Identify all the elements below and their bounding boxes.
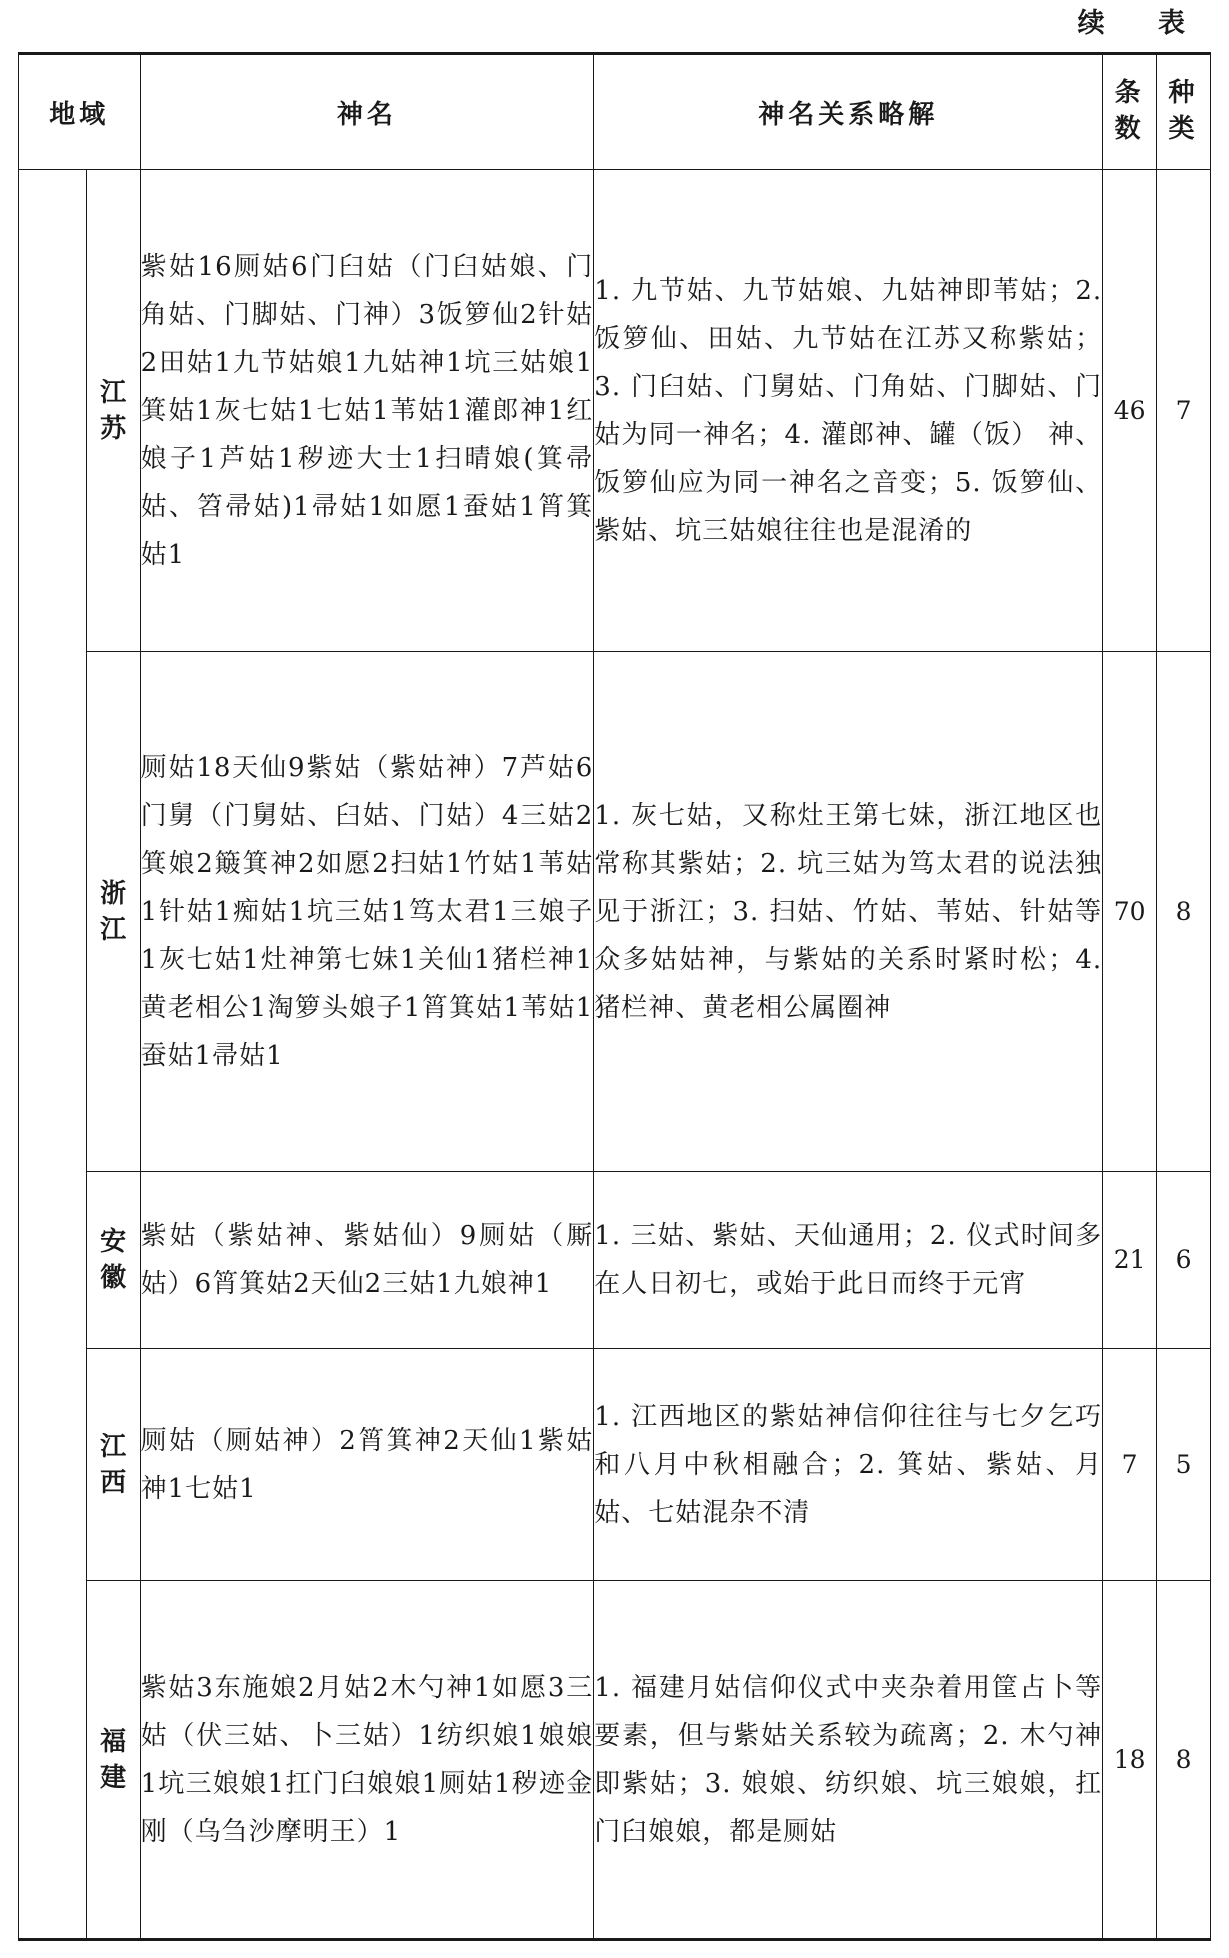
- god-names-cell: 紫姑3东施娘2月姑2木勺神1如愿3三姑（伏三姑、卜三姑）1纺织娘1娘娘1坑三娘娘1扛门臼娘娘1厕姑1秽迹金刚（乌刍沙摩明王）1: [140, 1581, 594, 1940]
- relation-cell: 1. 九节姑、九节姑娘、九姑神即苇姑；2. 饭箩仙、田姑、九节姑在江苏又称紫姑；3. 门臼姑、门舅姑、门角姑、门脚姑、门姑为同一神名；4. 灌郎神、罐（饭） 神、饭箩仙应为同一神名之音变；5. 饭箩仙、紫姑、坑三姑娘往往也是混淆的: [594, 170, 1103, 652]
- types-cell: 8: [1157, 652, 1211, 1171]
- types-cell: 7: [1157, 170, 1211, 652]
- region-cell: 江西: [86, 1348, 140, 1581]
- relation-cell: 1. 福建月姑信仰仪式中夹杂着用筐占卜等要素，但与紫姑关系较为疏离；2. 木勺神即紫姑；3. 娘娘、纺织娘、坑三娘娘，扛门臼娘娘，都是厕姑: [594, 1581, 1103, 1940]
- god-names-cell: 厕姑（厕姑神）2筲箕神2天仙1紫姑神1七姑1: [140, 1348, 594, 1581]
- region-cell: 福建: [86, 1581, 140, 1940]
- count-cell: 70: [1103, 652, 1157, 1171]
- types-cell: 6: [1157, 1171, 1211, 1348]
- relation-cell: 1. 灰七姑，又称灶王第七妹，浙江地区也常称其紫姑；2. 坑三姑为笃太君的说法独见于浙江；3. 扫姑、竹姑、苇姑、针姑等众多姑姑神，与紫姑的关系时紧时松；4. 猪栏神、黄老相公属圈神: [594, 652, 1103, 1171]
- count-cell: 46: [1103, 170, 1157, 652]
- god-name-table: [18, 52, 1211, 1941]
- continued-label: 续 表: [1077, 8, 1207, 39]
- region-cell: 江苏: [86, 170, 140, 652]
- header-types: 种类: [1157, 54, 1211, 170]
- count-cell: 21: [1103, 1171, 1157, 1348]
- types-cell: 5: [1157, 1348, 1211, 1581]
- count-cell: 7: [1103, 1348, 1157, 1581]
- header-god-names: 神名: [140, 54, 594, 170]
- relation-cell: 1. 江西地区的紫姑神信仰往往与七夕乞巧和八月中秋相融合；2. 箕姑、紫姑、月姑、七姑混杂不清: [594, 1348, 1103, 1581]
- region-group-cell: [19, 170, 87, 1940]
- table-row: [19, 652, 1211, 1171]
- header-row: [19, 54, 1211, 170]
- table-row: [19, 1348, 1211, 1581]
- god-names-cell: 紫姑16厕姑6门臼姑（门臼姑娘、门角姑、门脚姑、门神）3饭箩仙2针姑2田姑1九节姑娘1九姑神1坑三姑娘1箕姑1灰七姑1七姑1苇姑1灌郎神1红娘子1芦姑1秽迹大士1扫晴娘(箕帚姑、笤帚姑)1帚姑1如愿1蚕姑1筲箕姑1: [140, 170, 594, 652]
- header-relation: 神名关系略解: [594, 54, 1103, 170]
- god-names-cell: 紫姑（紫姑神、紫姑仙）9厕姑（厮姑）6筲箕姑2天仙2三姑1九娘神1: [140, 1171, 594, 1348]
- table-row: [19, 1171, 1211, 1348]
- count-cell: 18: [1103, 1581, 1157, 1940]
- table-row: [19, 170, 1211, 652]
- table-row: [19, 1581, 1211, 1940]
- header-count: 条数: [1103, 54, 1157, 170]
- god-names-cell: 厕姑18天仙9紫姑（紫姑神）7芦姑6门舅（门舅姑、臼姑、门姑）4三姑2箕娘2簸箕神2如愿2扫姑1竹姑1苇姑1针姑1痴姑1坑三姑1笃太君1三娘子1灰七姑1灶神第七妹1关仙1猪栏神1黄老相公1淘箩头娘子1筲箕姑1苇姑1蚕姑1帚姑1: [140, 652, 594, 1171]
- region-cell: 浙江: [86, 652, 140, 1171]
- header-region: 地域: [19, 54, 141, 170]
- relation-cell: 1. 三姑、紫姑、天仙通用；2. 仪式时间多在人日初七，或始于此日而终于元宵: [594, 1171, 1103, 1348]
- types-cell: 8: [1157, 1581, 1211, 1940]
- region-cell: 安徽: [86, 1171, 140, 1348]
